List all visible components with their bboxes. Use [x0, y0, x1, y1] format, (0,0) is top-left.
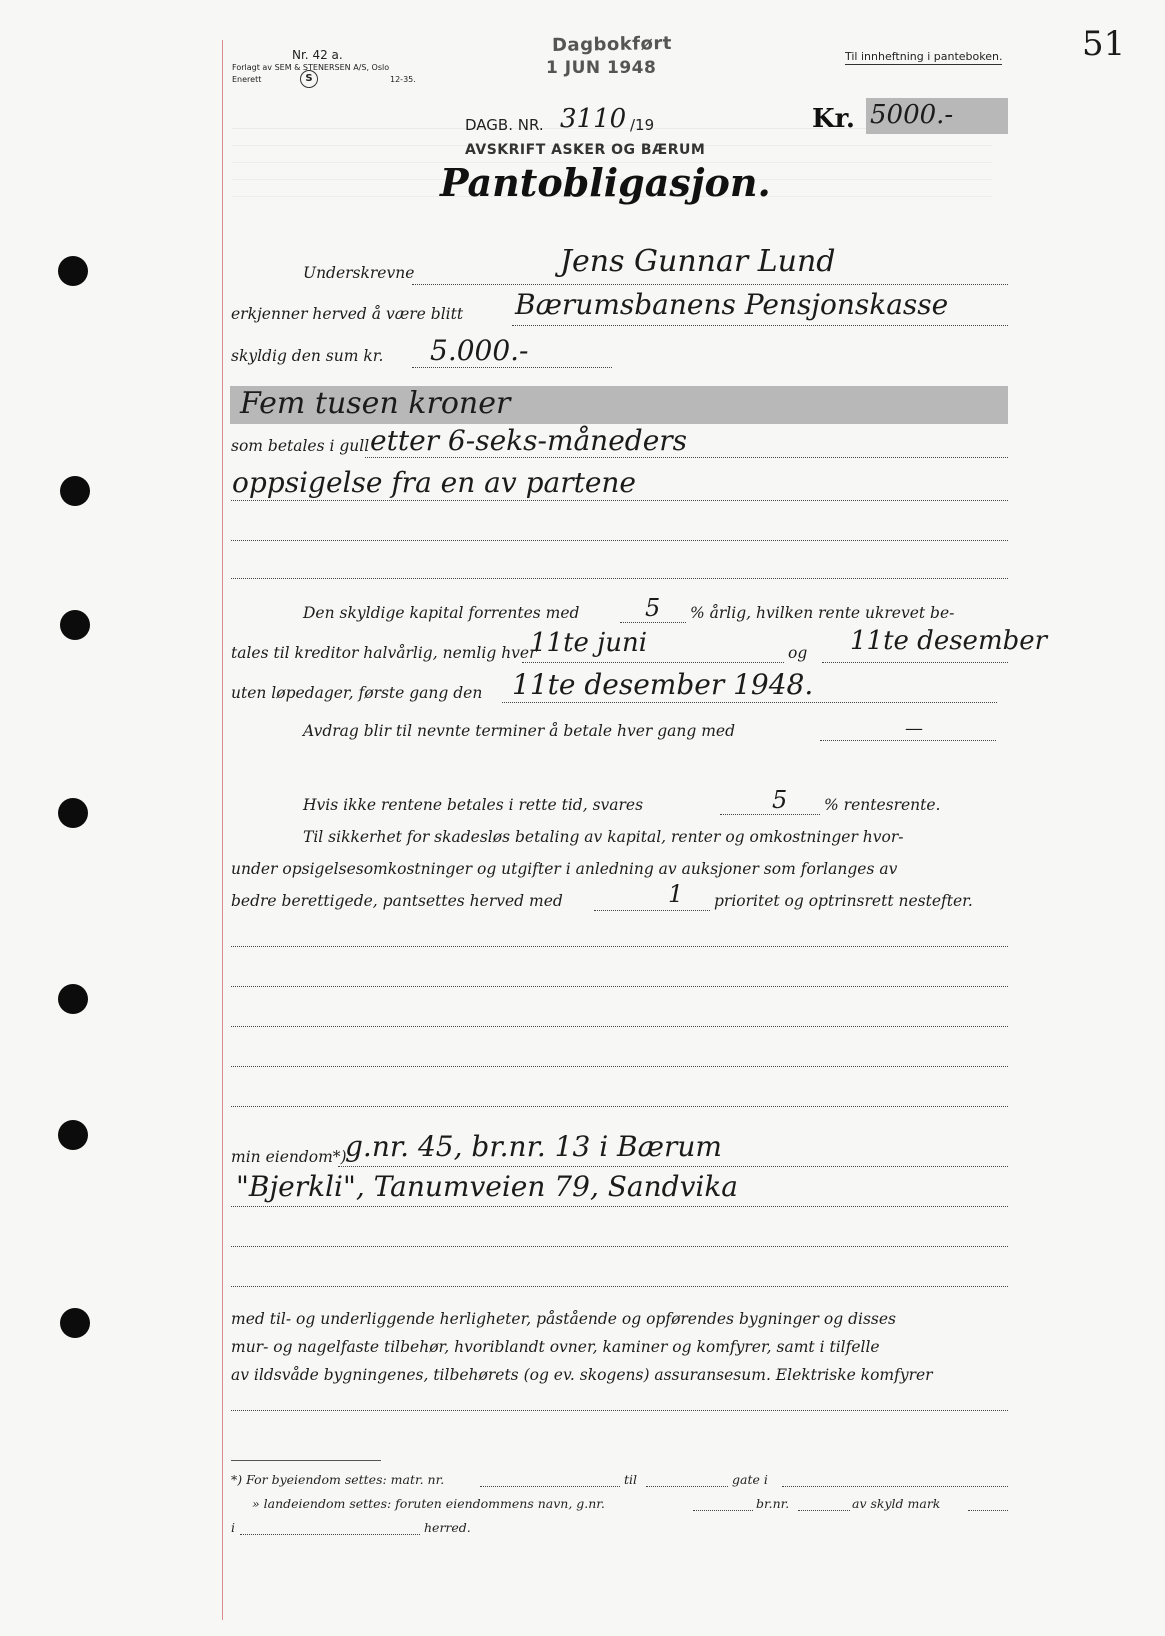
blank-line: [231, 540, 1008, 541]
appurtenance-line: med til- og underliggende herligheter, påstående og opførendes bygninger og disses: [231, 1310, 896, 1328]
punch-hole: [58, 798, 88, 828]
blank-line: [231, 946, 1008, 947]
kr-amount: 5000.-: [870, 100, 954, 130]
footnote-line3-a: i: [231, 1520, 235, 1535]
punch-hole: [58, 984, 88, 1014]
blank-line: [231, 1106, 1008, 1107]
footnote-line2-a: » landeiendom settes: foruten eiendommens navn, g.nr.: [252, 1496, 605, 1511]
blank-line: [231, 1246, 1008, 1247]
kr-label: Kr.: [812, 104, 855, 134]
stamp-date: 1 JUN 1948: [546, 58, 657, 78]
footnote-dots: [693, 1510, 753, 1511]
blank-line: [231, 1026, 1008, 1027]
rate-line: [620, 622, 686, 623]
property-line: [338, 1166, 1008, 1167]
footnote-line1-c: gate i: [732, 1472, 768, 1487]
appurtenance-line: mur- og nagelfaste tilbehør, hvoriblandt ovner, kaminer og komfyrer, samt i tilfelle: [231, 1338, 880, 1356]
form-number: Nr. 42 a.: [292, 48, 343, 62]
interest-rate: 5: [645, 594, 661, 622]
erkjenner-line: [512, 325, 1008, 326]
security-line2: under opsigelsesomkostninger og utgifter i anledning av auksjoner som forlanges av: [231, 860, 898, 878]
blank-line: [231, 1410, 1008, 1411]
skyldig-line: [412, 367, 612, 368]
priority-line: [594, 910, 710, 911]
blank-line: [231, 986, 1008, 987]
property-value-2: "Bjerkli", Tanumveien 79, Sandvika: [236, 1170, 739, 1203]
security-line1: Til sikkerhet for skadesløs betaling av kapital, renter og omkostninger hvor-: [303, 828, 904, 846]
penalty-line: [720, 814, 820, 815]
footnote-divider: [231, 1460, 381, 1461]
erkjenner-label: erkjenner herved å være blitt: [231, 305, 464, 323]
property-line-2: [231, 1206, 1008, 1207]
margin-rule: [222, 40, 223, 1620]
underskrevne-line: [412, 284, 1008, 285]
term1-line: [522, 662, 784, 663]
priority-value: 1: [668, 880, 684, 908]
security-line3-b: prioritet og optrinsrett nestefter.: [714, 892, 973, 910]
punch-hole: [60, 610, 90, 640]
footnote-dots: [798, 1510, 850, 1511]
document-title: Pantobligasjon.: [440, 160, 771, 205]
property-value: g.nr. 45, br.nr. 13 i Bærum: [345, 1130, 722, 1163]
stamp-title: Dagbokført: [551, 32, 673, 57]
avdrag-line: [820, 740, 996, 741]
gull-value-2: oppsigelse fra en av partene: [232, 466, 637, 499]
footnote-line2-c: av skyld mark: [852, 1496, 941, 1511]
footnote-line2-b: br.nr.: [756, 1496, 790, 1511]
publisher-logo-icon: S: [300, 70, 318, 88]
footnote-dots: [240, 1534, 420, 1535]
interest-term1: 11te juni: [530, 628, 648, 658]
interest-og: og: [788, 644, 808, 662]
footnote-line1-b: til: [624, 1472, 638, 1487]
footnote-dots: [968, 1510, 1008, 1511]
dagb-label: DAGB. NR.: [465, 116, 544, 134]
footnote-line3-b: herred.: [424, 1520, 471, 1535]
appurtenance-line: av ildsvåde bygningenes, tilbehørets (og ev. skogens) assuransesum. Elektriske komfyrer: [231, 1366, 933, 1384]
interest-first-date: 11te desember 1948.: [512, 668, 814, 701]
skyldig-value: 5.000.-: [430, 334, 529, 367]
blank-line: [231, 1066, 1008, 1067]
dagb-number: 3110: [560, 104, 627, 134]
punch-hole: [60, 1308, 90, 1338]
footnote-dots: [480, 1486, 620, 1487]
dagb-suffix: /19: [630, 116, 655, 134]
footnote-line1-a: *) For byeiendom settes: matr. nr.: [231, 1472, 445, 1487]
hvis-b: % rentesrente.: [824, 796, 941, 814]
underskrevne-value: Jens Gunnar Lund: [560, 244, 836, 279]
interest-term2: 11te desember: [850, 626, 1048, 656]
footnote-dots: [646, 1486, 728, 1487]
footnote-dots: [782, 1486, 1008, 1487]
interest-line1-b: % årlig, hvilken rente ukrevet be-: [690, 604, 955, 622]
punch-hole: [58, 256, 88, 286]
copy-note: AVSKRIFT ASKER OG BÆRUM: [465, 142, 706, 158]
publisher-line: Forlagt av SEM & STENERSEN A/S, Oslo: [232, 63, 390, 72]
gull-line: [365, 457, 1008, 458]
blank-line: [231, 578, 1008, 579]
skyldig-label: skyldig den sum kr.: [231, 347, 384, 365]
security-line3-a: bedre berettigede, pantsettes herved med: [231, 892, 563, 910]
avdrag-value: —: [905, 718, 923, 739]
page-number: 51: [1082, 24, 1126, 64]
interest-line2-a: tales til kreditor halvårlig, nemlig hver: [231, 644, 537, 662]
interest-line3-a: uten løpedager, første gang den: [231, 684, 483, 702]
blank-line: [231, 1286, 1008, 1287]
property-label: min eiendom*): [231, 1148, 347, 1166]
punch-hole: [58, 1120, 88, 1150]
hvis-a: Hvis ikke rentene betales i rette tid, svares: [303, 796, 644, 814]
publisher-enerett: Enerett: [232, 75, 262, 84]
underskrevne-label: Underskrevne: [303, 264, 415, 282]
punch-hole: [60, 476, 90, 506]
gull-value: etter 6-seks-måneders: [370, 424, 688, 457]
avdrag-label: Avdrag blir til nevnte terminer å betale hver gang med: [303, 722, 735, 740]
term2-line: [822, 662, 1008, 663]
binding-instruction: Til innheftning i panteboken.: [845, 50, 1003, 63]
interest-line1-a: Den skyldige kapital forrentes med: [303, 604, 580, 622]
penalty-rate: 5: [772, 786, 788, 814]
edition: 12-35.: [390, 75, 416, 84]
erkjenner-value: Bærumsbanens Pensjonskasse: [515, 288, 949, 321]
first-date-line: [502, 702, 997, 703]
amount-words-value: Fem tusen kroner: [240, 386, 511, 421]
gull-label: som betales i gull: [231, 437, 370, 455]
gull-line-2: [231, 500, 1008, 501]
